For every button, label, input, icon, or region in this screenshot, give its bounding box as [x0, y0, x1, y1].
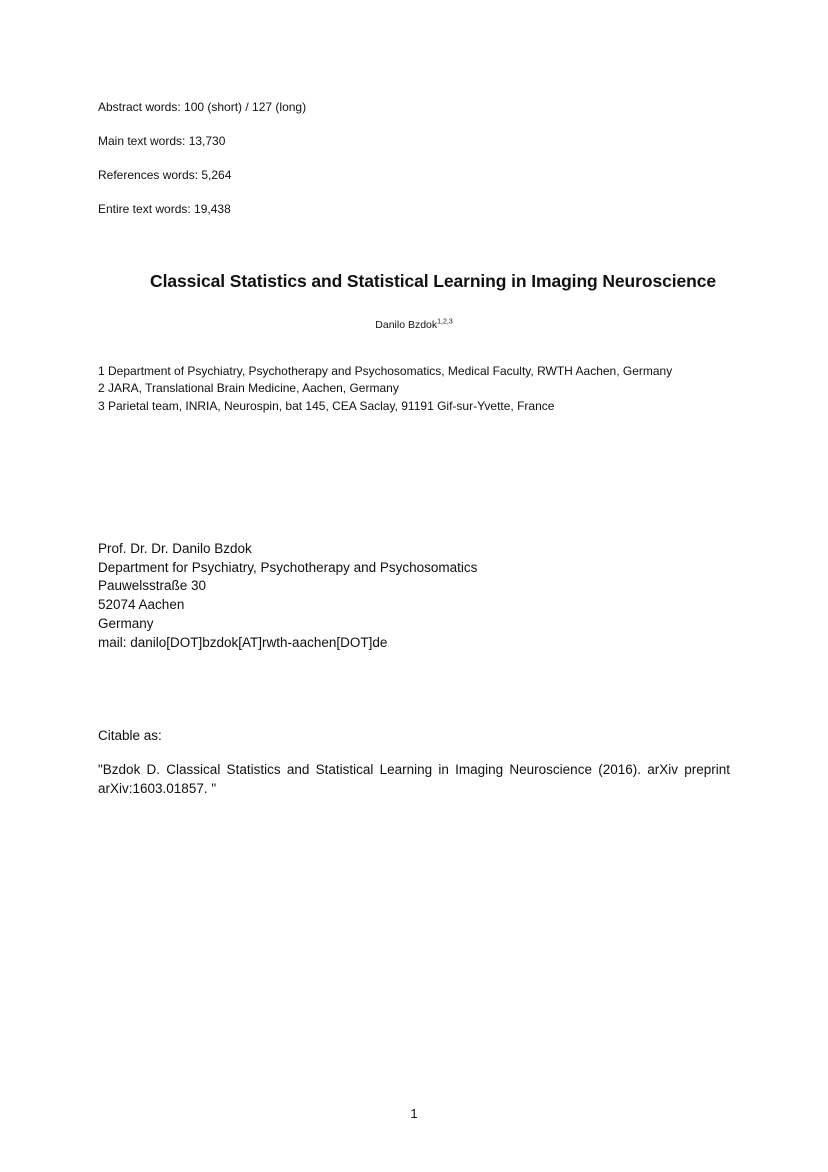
citation-text: "Bzdok D. Classical Statistics and Statistical Learning in Imaging Neuroscience (2016). arXiv preprint arXiv:1603.01857. ": [98, 762, 730, 796]
citable-as-label: Citable as:: [98, 728, 162, 743]
address-department: Department for Psychiatry, Psychotherapy and Psychosomatics: [98, 559, 478, 575]
references-word-count: References words: 5,264: [98, 168, 232, 182]
abstract-word-count: Abstract words: 100 (short) / 127 (long): [98, 100, 307, 114]
address-name: Prof. Dr. Dr. Danilo Bzdok: [98, 541, 252, 556]
address-email: mail: danilo[DOT]bzdok[AT]rwth-aachen[DOT]de: [98, 634, 388, 650]
author-line: [0, 318, 828, 332]
main-text-word-count: Main text words: 13,730: [98, 134, 226, 148]
affiliation-3: 3 Parietal team, INRIA, Neurospin, bat 145, CEA Saclay, 91191 Gif-sur-Yvette, France: [98, 398, 555, 413]
author-affiliation-marks: 1,2,3: [437, 318, 453, 326]
author-name: Danilo Bzdok: [375, 319, 438, 331]
affiliations-block: [98, 363, 672, 415]
paper-title: Classical Statistics and Statistical Learning in Imaging Neuroscience: [150, 271, 716, 291]
entire-text-word-count: Entire text words: 19,438: [98, 202, 231, 216]
address-street: Pauwelsstraße 30: [98, 578, 207, 594]
page-number: 1: [410, 1106, 418, 1121]
affiliation-2: 2 JARA, Translational Brain Medicine, Aachen, Germany: [98, 381, 399, 396]
address-city: 52074 Aachen: [98, 597, 185, 613]
address-country: Germany: [98, 615, 154, 631]
correspondence-address: [98, 540, 477, 652]
affiliation-1: 1 Department of Psychiatry, Psychotherapy and Psychosomatics, Medical Faculty, RWTH Aachen, Germany: [98, 364, 673, 378]
